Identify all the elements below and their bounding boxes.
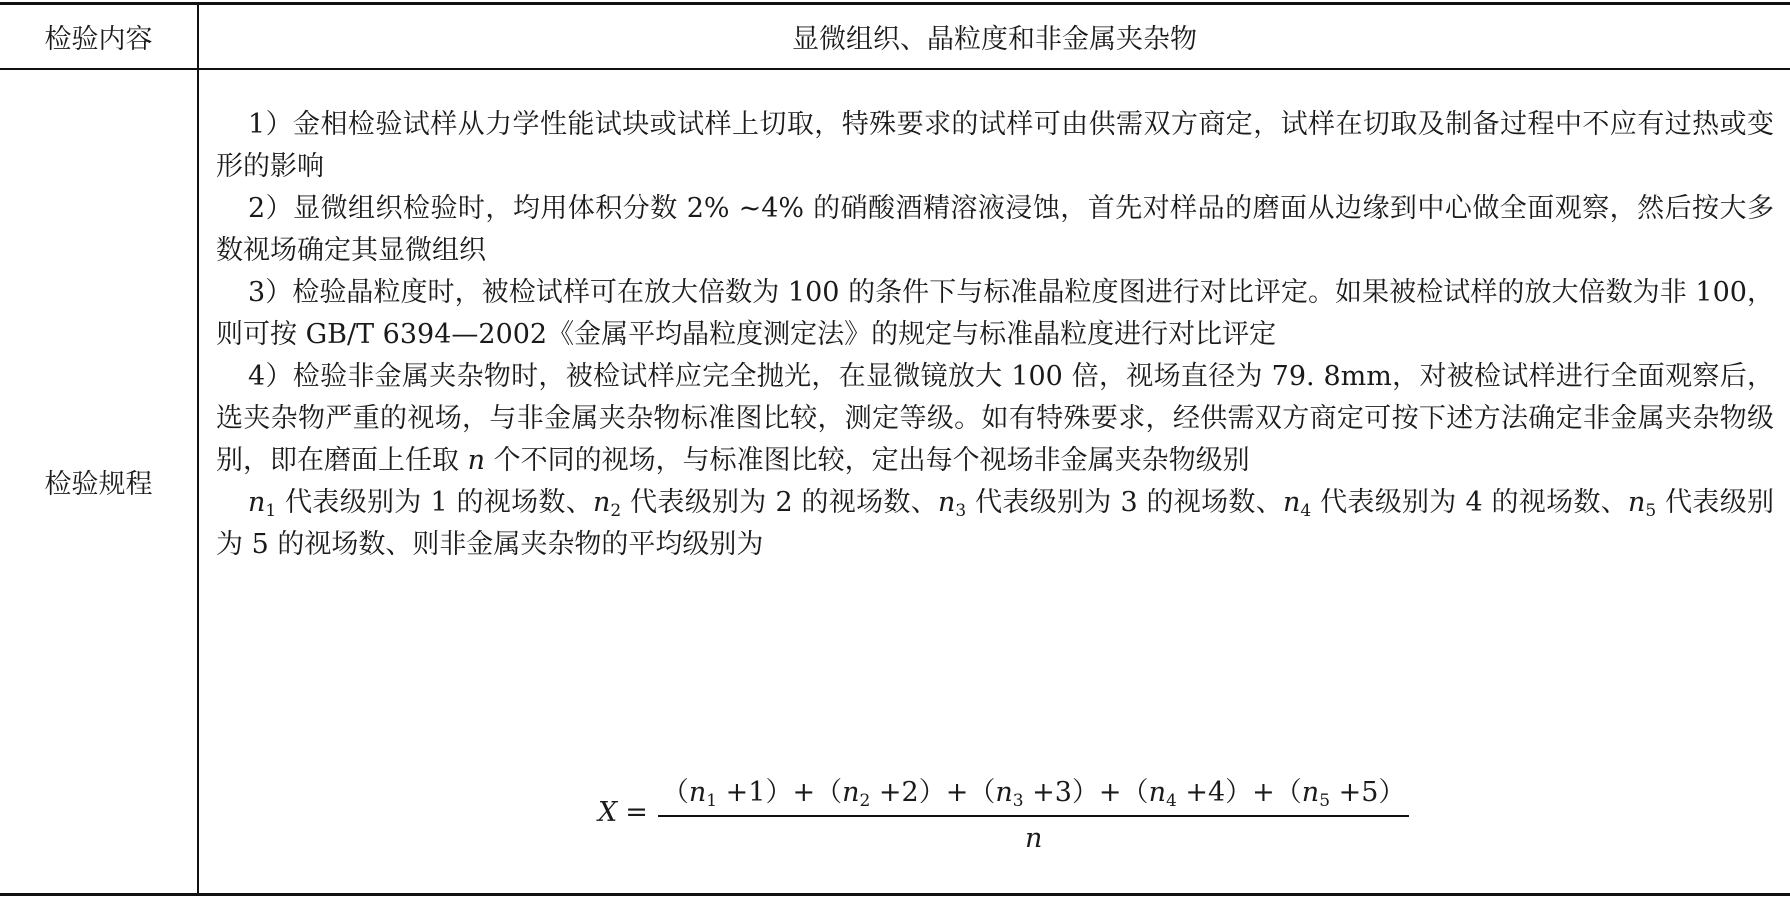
- formula-numerator: [658, 770, 1410, 817]
- subscript-4: 4: [1300, 501, 1312, 521]
- formula-term-2: +2）+（: [870, 777, 996, 808]
- subscript-1: 1: [265, 501, 277, 521]
- formula-open: （: [661, 777, 689, 808]
- subscript-2: 2: [610, 501, 622, 521]
- average-grade-formula: [598, 770, 1409, 854]
- formula-fraction: [658, 770, 1410, 854]
- table-bottom-rule: [0, 893, 1790, 896]
- formula-sub-4: 4: [1165, 791, 1177, 811]
- procedure-text: [216, 104, 1774, 566]
- symbol-n3: n: [938, 487, 956, 518]
- procedure-item-1: 1）金相检验试样从力学性能试块或试样上切取，特殊要求的试样可由供需双方商定，试样在切取及制备过程中不应有过热或变形的影响: [216, 109, 1774, 182]
- formula-n3: n: [995, 777, 1013, 808]
- formula-n2: n: [842, 777, 860, 808]
- subscript-3: 3: [955, 501, 967, 521]
- procedure-item-4-text-a: 4）检验非金属夹杂物时，被检试样应完全抛光，在显微镜放大 100 倍，视场直径为 79. 8mm，对被检试样进行全面观察后，选夹杂物严重的视场，与非金属夹杂物标准图比较，测定等级。如有特殊要求，经供需双方商定可按下述方法确定非金属夹杂物级别，即在磨面上任取: [216, 361, 1774, 476]
- procedure-item-4-text-b: 个不同的视场，与标准图比较，定出每个视场非金属夹杂物级别: [484, 445, 1250, 476]
- symbol-n4: n: [1283, 487, 1301, 518]
- formula-n5: n: [1301, 777, 1320, 808]
- formula-term-3: +3）+（: [1023, 777, 1149, 808]
- formula-n1: n: [688, 777, 707, 808]
- procedure-item-5: [216, 482, 1774, 566]
- subscript-5: 5: [1645, 501, 1657, 521]
- procedure-item-5-text-5: 代表级别为 5 的视场数、则非金属夹杂物的平均级别为: [216, 487, 1774, 560]
- formula-equals: =: [625, 796, 648, 828]
- procedure-item-5-text-1: 代表级别为 1 的视场数、: [276, 487, 593, 518]
- column-divider: [197, 4, 199, 894]
- row-label-inspection-procedure: 检验规程: [44, 469, 153, 500]
- header-label-inspection-content: 检验内容: [44, 24, 153, 55]
- symbol-n1: n: [248, 487, 266, 518]
- formula-sub-5: 5: [1319, 791, 1331, 811]
- formula-term-4: +4）+（: [1176, 777, 1302, 808]
- procedure-item-4: [216, 356, 1774, 482]
- formula-term-1: +1）+（: [717, 777, 843, 808]
- header-divider: [0, 68, 1790, 70]
- symbol-n: n: [467, 445, 485, 476]
- formula-sub-3: 3: [1012, 791, 1024, 811]
- formula-sub-1: 1: [706, 791, 718, 811]
- symbol-n5: n: [1628, 487, 1646, 518]
- formula-sub-2: 2: [859, 791, 871, 811]
- header-value-inspection-items: 显微组织、晶粒度和非金属夹杂物: [792, 24, 1197, 55]
- formula-term-5: +5）: [1330, 777, 1406, 808]
- formula-n4: n: [1148, 777, 1166, 808]
- procedure-item-2: 2）显微组织检验时，均用体积分数 2% ~4% 的硝酸酒精溶液浸蚀，首先对样品的磨面从边缘到中心做全面观察，然后按大多数视场确定其显微组织: [216, 193, 1774, 266]
- procedure-item-5-text-3: 代表级别为 3 的视场数、: [966, 487, 1283, 518]
- procedure-item-5-text-4: 代表级别为 4 的视场数、: [1311, 487, 1628, 518]
- formula-denominator: n: [1024, 823, 1043, 854]
- symbol-n2: n: [593, 487, 611, 518]
- procedure-item-5-text-2: 代表级别为 2 的视场数、: [621, 487, 938, 518]
- formula-lhs: X: [598, 796, 618, 828]
- procedure-item-3: 3）检验晶粒度时，被检试样可在放大倍数为 100 的条件下与标准晶粒度图进行对比评定。如果被检试样的放大倍数为非 100，则可按 GB/T 6394—2002《金属平均晶粒度测定法》的规定与标准晶粒度进行对比评定: [216, 277, 1774, 350]
